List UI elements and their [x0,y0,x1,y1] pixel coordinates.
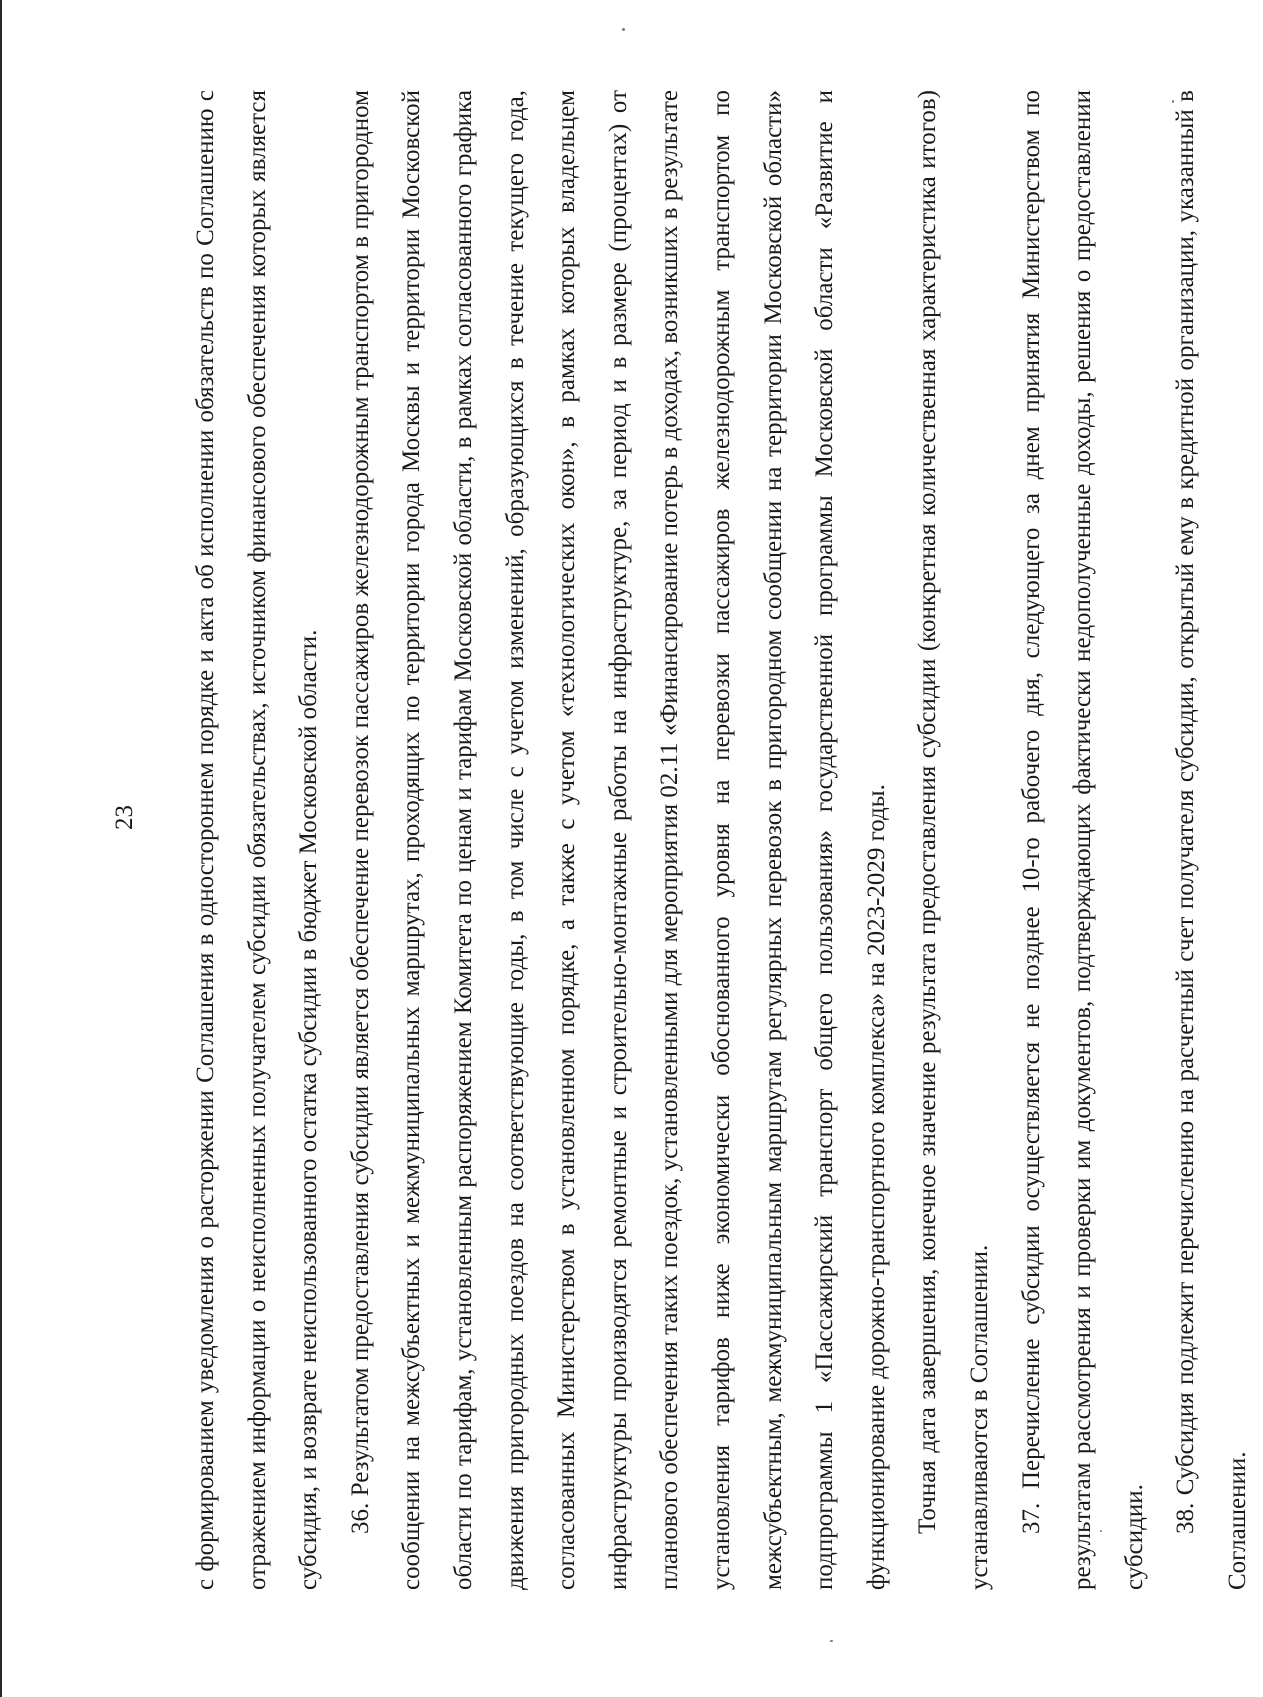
paragraph-continuation: с формированием уведомления о расторжении Соглашения в одностороннем порядке и акта об исполнении обязательств по Соглашению с отражением информации о неисполненных получателем субсидии обязательствах, источником финансового обеспечения которых является субсидия, и возврате неиспользованного остатка субсидии в бюджет Московской области. [192,90,323,1590]
page-number: 23 [111,805,138,830]
paragraph-37: 37. Перечисление субсидии осуществляется не позднее 10-го рабочего дня, следующего за днем принятия Министерством по результатам рассмотрения и проверки им документов, подтверждающих фактически недополученные доходы, решения о предоставлении субсидии. [1017,90,1148,1590]
scan-edge [0,0,2,1697]
body-text [180,90,1263,1590]
paragraph-38: 38. Субсидия подлежит перечислению на расчетный счет получателя субсидии, открытый ему в кредитной организации, указанный в Соглашении. [1172,90,1251,1590]
scan-speck [622,28,625,31]
paragraph-36: 36. Результатом предоставления субсидии является обеспечение перевозок пассажиров железнодорожным транспортом в пригородном сообщении на межсубъектных и межмуниципальных маршрутах, проходящих по территории города Москвы и территории Московской области по тарифам, установленным распоряжением Комитета по ценам и тарифам Московской области, в рамках согласованного графика движения пригородных поездов на соответствующие годы, в том числе с учетом изменений, образующихся в течение текущего года, согласованных Министерством в установленном порядке, а также с учетом «технологических окон», в рамках которых владельцем инфраструктуры производятся ремонтные и строительно-монтажные работы на инфраструктуре, за период и в размере (процентах) от планового обеспечения таких поездок, установленными для мероприятия 02.11 «Финансирование потерь в доходах, возникших в результате установления тарифов ниже экономически обоснованного уровня на перевозки пассажиров железнодорожным транспортом по межсубъектным, межмуниципальным маршрутам регулярных перевозок в пригородном сообщении на территории Московской области» подпрограммы 1 «Пассажирский транспорт общего пользования» государственной программы Московской области «Развитие и функционирование дорожно-транспортного комплекса» на 2023-2029 годы. [346,90,890,1590]
document-page [111,90,1263,1590]
scan-speck [830,1640,833,1642]
paragraph-36-completion-date: Точная дата завершения, конечное значение результата предоставления субсидии (конкретная количественная характеристика итогов) устанавливаются в Соглашении. [914,90,993,1590]
